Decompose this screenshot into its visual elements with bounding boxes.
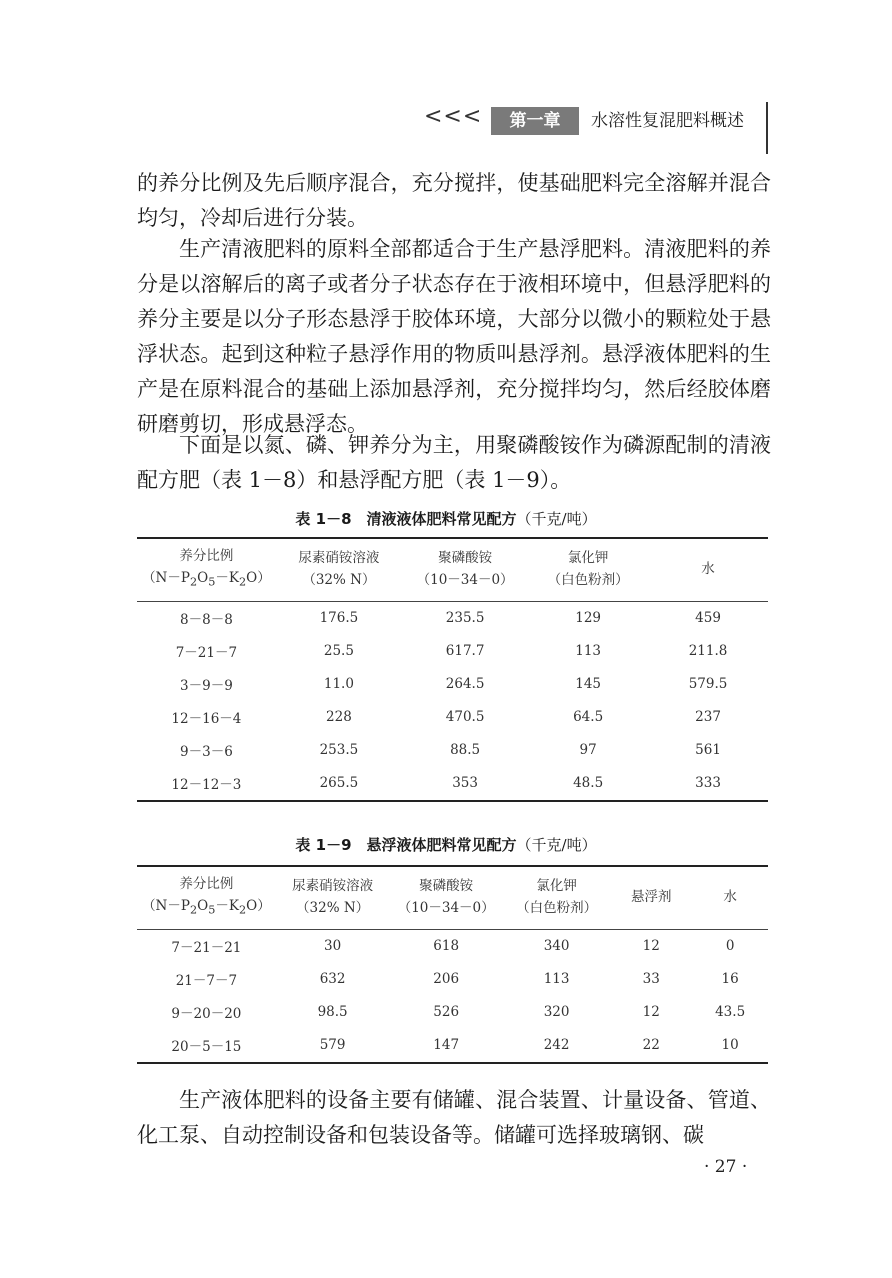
table-1-caption-unit: （千克/吨） (516, 510, 597, 528)
table-row (137, 734, 768, 767)
chapter-title: 水溶性复混肥料概述 (591, 111, 744, 131)
table-cell: 22 (642, 1037, 660, 1054)
table-header-cell: 尿素硝铵溶液 （32% N） (298, 550, 380, 589)
header-arrows: <<< (424, 104, 483, 129)
table-row (137, 996, 768, 1029)
table-cell: 7－21－7 (175, 645, 238, 662)
table-cell: 176.5 (319, 610, 359, 627)
table-1-caption (0, 508, 892, 529)
table-cell: 561 (695, 742, 721, 759)
table-cell: 21－7－7 (175, 973, 238, 990)
table-cell: 43.5 (715, 1004, 746, 1021)
table-cell: 9－20－20 (171, 1006, 242, 1023)
table-cell: 7－21－21 (171, 940, 242, 957)
table-row (137, 668, 768, 701)
table-row (137, 929, 768, 963)
table-cell: 265.5 (319, 775, 359, 792)
table-cell: 253.5 (319, 742, 359, 759)
table-cell: 459 (695, 610, 721, 627)
table-cell: 579 (319, 1037, 346, 1054)
table-row (137, 601, 768, 635)
table-row (137, 1029, 768, 1063)
table-cell: 9－3－6 (180, 744, 233, 761)
table-cell: 617.7 (445, 643, 485, 660)
table-cell: 242 (543, 1037, 570, 1054)
table-cell: 526 (433, 1004, 460, 1021)
table-2 (137, 865, 768, 1064)
table-cell: 20－5－15 (171, 1039, 242, 1056)
table-cell: 113 (575, 643, 602, 660)
table-cell: 11.0 (323, 676, 354, 693)
paragraph-4: 生产液体肥料的设备主要有储罐、混合装置、计量设备、管道、化工泵、自动控制设备和包装设备等。储罐可选择玻璃钢、碳 (137, 1088, 771, 1147)
table-header-cell: 聚磷酸铵 （10－34－0） (416, 550, 514, 589)
table-cell: 25.5 (323, 643, 354, 660)
table-header-cell: 氯化钾 （白色粉剂） (516, 878, 598, 917)
table-row (137, 963, 768, 996)
chapter-label: 第一章 (491, 107, 579, 135)
table-cell: 340 (543, 938, 570, 955)
header-rule (766, 102, 768, 154)
formula-header: $(N-P_2O_5-K_2O)$ (142, 898, 271, 917)
table-cell: 129 (575, 610, 602, 627)
table-header-cell: 悬浮剂 (630, 889, 672, 906)
table-cell: 8－8－8 (180, 612, 233, 629)
table-cell: 147 (433, 1037, 460, 1054)
table-cell: 12 (642, 1004, 660, 1021)
table-2-caption-title: 表 1－9 悬浮液体肥料常见配方 (295, 836, 517, 854)
table-cell: 470.5 (445, 709, 485, 726)
table-header-cell: 氯化钾 （白色粉剂） (547, 550, 629, 589)
table-header-cell: 水 (723, 889, 737, 906)
table-cell: 113 (543, 971, 570, 988)
table-cell: 228 (326, 709, 352, 726)
table-cell: 12－12－3 (171, 777, 242, 794)
table-cell: 264.5 (445, 676, 485, 693)
table-cell: 97 (579, 742, 597, 759)
paragraph-3: 下面是以氮、磷、钾养分为主，用聚磷酸铵作为磷源配制的清液配方肥（表 1－8）和悬浮配方肥（表 1－9）。 (137, 433, 771, 492)
table-cell: 16 (721, 971, 739, 988)
table-header-cell: 养分比例 $(N-P_2O_5-K_2O)$ (137, 866, 276, 929)
table-cell: 30 (324, 938, 342, 955)
table-1 (137, 537, 768, 802)
table-header-cell: 尿素硝铵溶液 （32% N） (292, 878, 374, 917)
table-cell: 235.5 (445, 610, 485, 627)
formula-header: $(N-P_2O_5-K_2O)$ (142, 570, 271, 589)
table-cell: 145 (575, 676, 602, 693)
table-2-caption-unit: （千克/吨） (516, 836, 597, 854)
table-cell: 33 (642, 971, 660, 988)
table-cell: 618 (433, 938, 460, 955)
table-2-caption (0, 834, 892, 855)
table-header-cell: 养分比例 $(N-P_2O_5-K_2O)$ (137, 538, 276, 601)
table-cell: 237 (695, 709, 721, 726)
table-cell: 632 (319, 971, 346, 988)
table-row (137, 635, 768, 668)
table-cell: 579.5 (688, 676, 728, 693)
paragraph-2: 生产清液肥料的原料全部都适合于生产悬浮肥料。清液肥料的养分是以溶解后的离子或者分子状态存在于液相环境中，但悬浮肥料的养分主要是以分子形态悬浮于胶体环境，大部分以微小的颗粒处于悬浮状态。起到这种粒子悬浮作用的物质叫悬浮剂。悬浮液体肥料的生产是在原料混合的基础上添加悬浮剂，充分搅拌均匀，然后经胶体磨研磨剪切，形成悬浮态。 (137, 237, 771, 436)
table-cell: 320 (543, 1004, 570, 1021)
table-cell: 206 (433, 971, 460, 988)
table-cell: 48.5 (573, 775, 604, 792)
table-cell: 211.8 (688, 643, 728, 660)
table-header-cell: 聚磷酸铵 （10－34－0） (397, 878, 495, 917)
table-header-row (137, 538, 768, 601)
table-cell: 12 (642, 938, 660, 955)
table-row (137, 701, 768, 734)
page-number: · 27 · (704, 1157, 748, 1177)
table-cell: 0 (725, 938, 735, 955)
paragraph-1: 的养分比例及先后顺序混合，充分搅拌，使基础肥料完全溶解并混合均匀，冷却后进行分装。 (137, 171, 771, 230)
table-1-caption-title: 表 1－8 清液液体肥料常见配方 (295, 510, 517, 528)
table-cell: 64.5 (573, 709, 604, 726)
table-cell: 333 (695, 775, 721, 792)
table-cell: 3－9－9 (180, 678, 233, 695)
table-header-row (137, 866, 768, 929)
table-cell: 88.5 (450, 742, 481, 759)
table-row (137, 767, 768, 801)
table-cell: 12－16－4 (171, 711, 242, 728)
table-header-cell: 水 (701, 561, 715, 578)
table-cell: 10 (721, 1037, 739, 1054)
table-cell: 353 (452, 775, 478, 792)
running-header (0, 104, 892, 144)
table-cell: 98.5 (317, 1004, 348, 1021)
